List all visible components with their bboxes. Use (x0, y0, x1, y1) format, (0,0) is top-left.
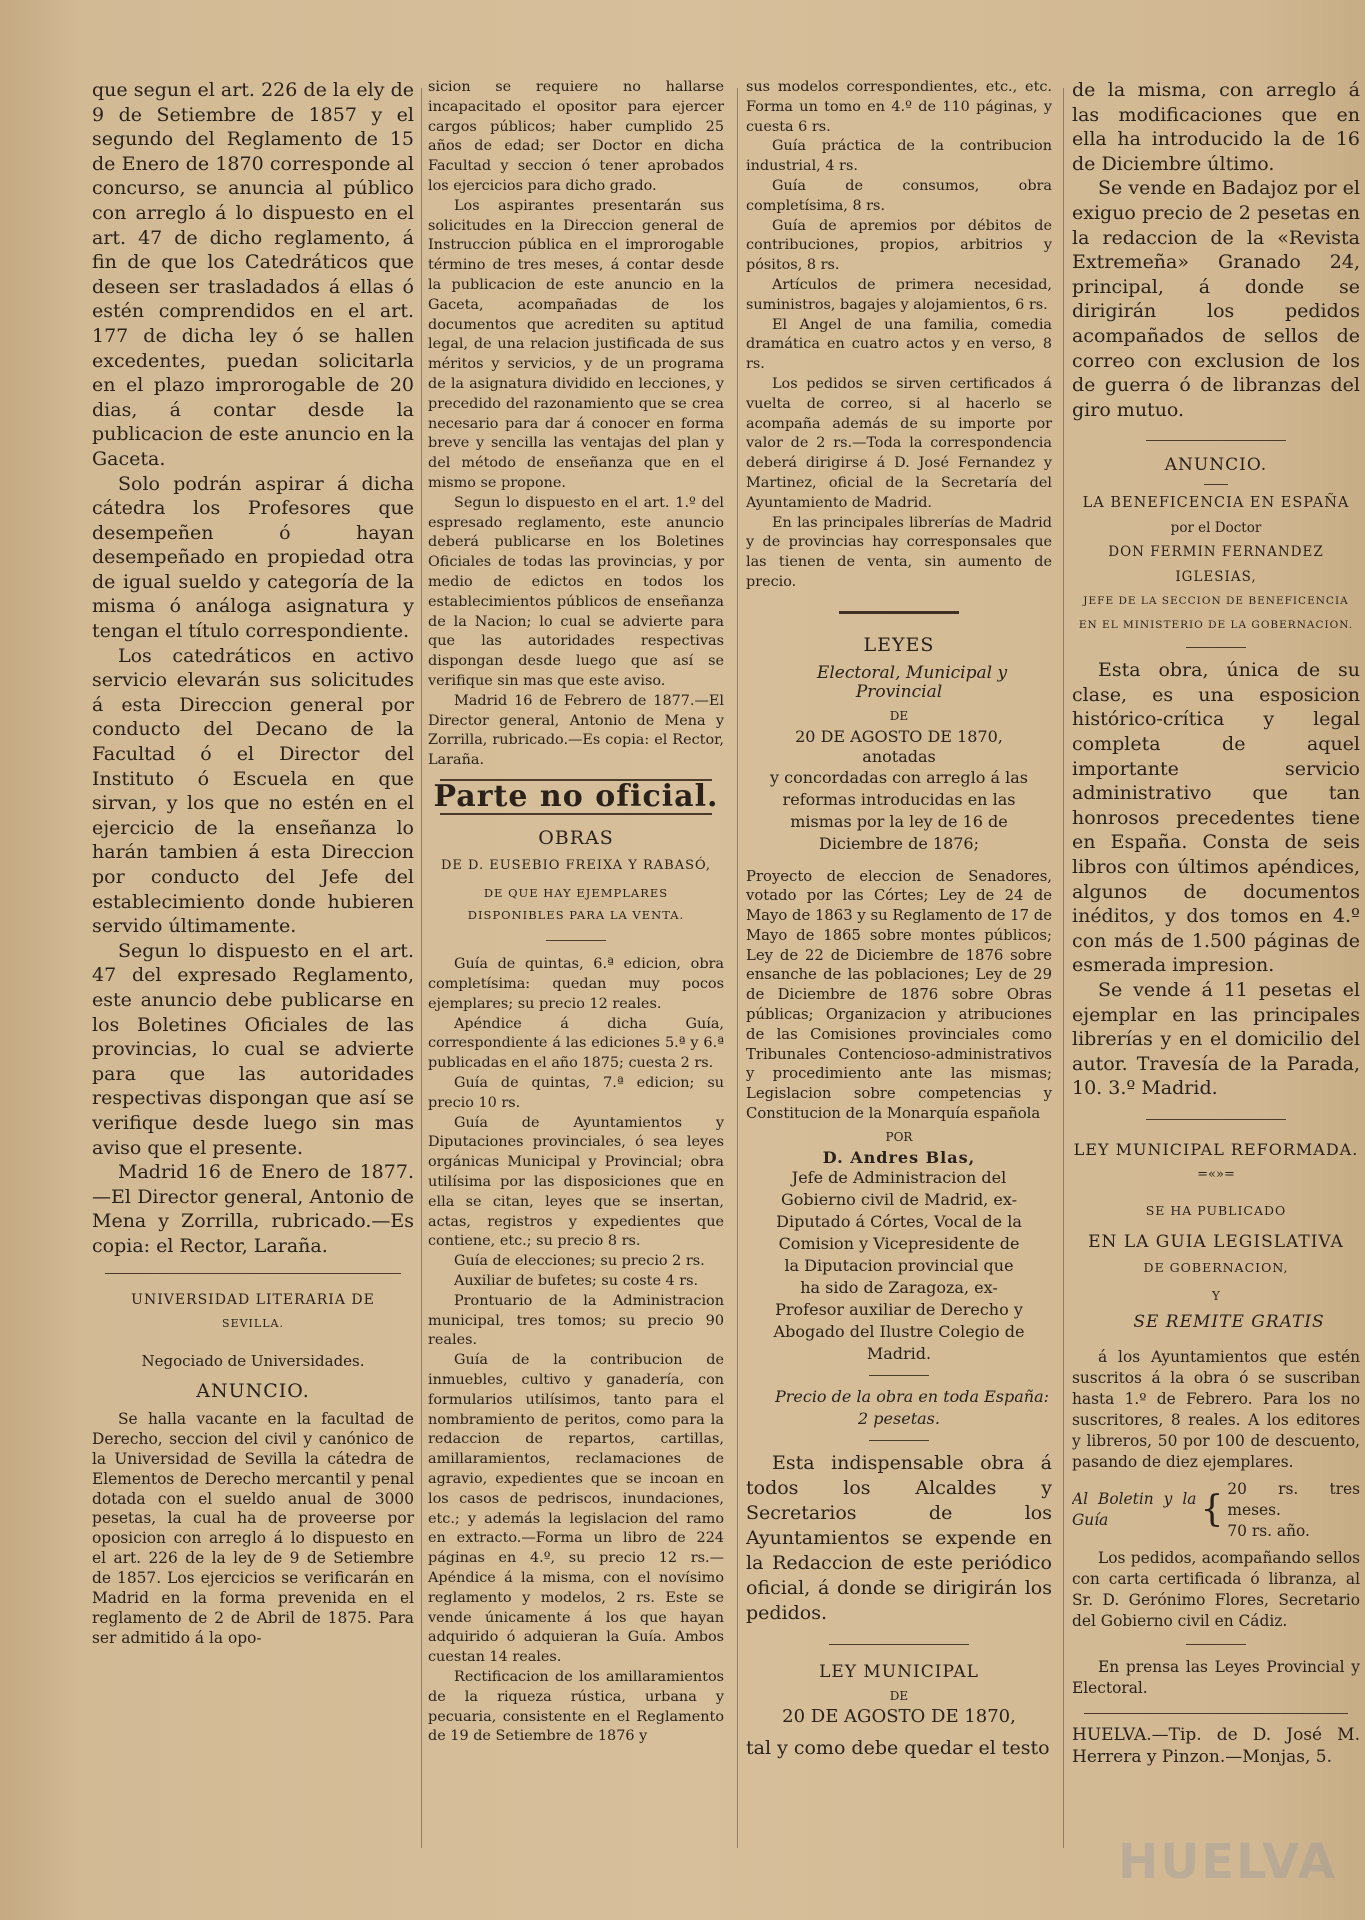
column-2 (428, 78, 724, 1878)
column-3 (746, 78, 1052, 1878)
list-item: sus modelos correspondientes, etc., etc. Forma un tomo en 4.º de 110 páginas, y cuesta 6 rs. (746, 79, 1052, 135)
list-item: Auxiliar de bufetes; su coste 4 rs. (454, 1273, 699, 1290)
paragraph: Proyecto de eleccion de Senadores, votado por las Córtes; Ley de 24 de Mayo de 1863 y su Reglamento de 17 de Mayo de 1865 sobre montes públicos; Ley de 22 de Diciembre de 1876 sobre ensanche de las poblaciones; Ley de 29 de Diciembre de 1876 sobre Obras públicas; Organizacion y atribuciones de las Comisiones provinciales como Tribunales Contencioso-administrativos y procedimiento ante las mismas; Legislacion sobre competencias y Constitucion de la Monarquía española (746, 867, 1052, 1123)
label: SE HA PUBLICADO (1145, 1203, 1287, 1219)
list-item: Guía de quintas, 7.ª edicion; su precio 10 rs. (428, 1075, 724, 1111)
spacer (1072, 1335, 1360, 1347)
spacer (746, 855, 1052, 867)
list-item: Los pedidos se sirven certificados á vuelta de correo, si al hacerlo se acompaña además de su importe por valor de 2 rs.—Toda la correspondencia deberá dirigirse á D. José Fernandez y Martinez, oficial de la Secretaría del Ayuntamiento de Madrid. (746, 375, 1052, 511)
section-banner: Parte no oficial. (433, 778, 719, 814)
library-stamp: HUELVA (1118, 1834, 1337, 1890)
ornament: =«»= (1197, 1166, 1235, 1182)
section-title: OBRAS (538, 826, 614, 849)
divider (869, 1440, 929, 1441)
divider (869, 1375, 929, 1376)
list-item: Guía de elecciones; su precio 2 rs. (454, 1253, 705, 1270)
paragraph: Esta indispensable obra á todos los Alcaldes y Secretarios de los Ayuntamientos se expende en la Redaccion de este periódico oficial, á donde se dirigirán los pedidos. (746, 1452, 1052, 1625)
subscription-values (1227, 1479, 1360, 1542)
column-rule (1063, 88, 1064, 1848)
paragraph: de la misma, con arreglo á las modificaciones que en ella ha introducido la de 16 de Diciembre último. (1072, 79, 1360, 175)
spacer (1072, 1187, 1360, 1199)
column-4 (1072, 78, 1360, 1878)
paragraph: á los Ayuntamientos que estén suscritos á la obra ó se suscriban hasta 1.º de Febrero. Para los no suscritores, 8 reales. A los editores y libreros, 50 por 100 de descuento, pasando de diez ejemplares. (1072, 1347, 1360, 1471)
subscription-label: Al Boletin y la Guía (1072, 1490, 1197, 1530)
list-item: Guía de la contribucion de inmuebles, cultivo y ganadería, con formularios utilísimos, tanto para el nombramiento de peritos, como para la redaccion de repartos, cartillas, amillaramientos, reclamaciones de agravio, expedientes que se incoan en los casos de pedriscos, inundaciones, etc.; y además la legislacion del ramo en extracto.—Forma un libro de 224 páginas en 4.º, su precio 12 rs.—Apéndice á la misma, con el novísimo reglamento y modelos, 2 rs. Este se vende únicamente á los que hayan adquirido ó adquieran la Guía. Ambos cuestan 14 reales. (428, 1352, 724, 1666)
list-item: Apéndice á dicha Guía, correspondiente á las ediciones 5.ª y 6.ª publicadas en el año 1875; cuesta 2 rs. (428, 1015, 724, 1072)
column-rule (421, 88, 422, 1848)
section-title: SE REMITE GRATIS (1133, 1312, 1325, 1333)
label: POR (885, 1129, 913, 1144)
date-line: 20 DE AGOSTO DE 1870, (782, 1706, 1016, 1728)
label: DE (889, 709, 909, 724)
section-title: UNIVERSIDAD LITERARIA DE (131, 1291, 375, 1308)
paragraph: Se halla vacante en la facultad de Derecho, seccion del civil y canónico de la Universidad de Sevilla la cátedra de Elementos de Derecho mercantil y penal dotada con el sueldo anual de 3000 pesetas, la cual ha de proveerse por oposicion con arreglo á lo dispuesto en el art. 226 de la ley de 9 de Setiembre de 1857. Los ejercicios se verificarán en Madrid en la forma prevenida en el reglamento de 2 de Abril de 1875. Para ser admitido á la opo- (92, 1409, 414, 1647)
department-label: Negociado de Universidades. (141, 1351, 365, 1370)
section-subtitle: DE GOBERNACION, (1143, 1260, 1289, 1276)
section-title: LEY MUNICIPAL REFORMADA. (1073, 1139, 1359, 1159)
book-list (746, 78, 1052, 593)
subtitle: DE QUE HAY EJEMPLARES DISPONIBLES PARA LA VENTA. (467, 886, 685, 923)
list-item: El Angel de una familia, comedia dramática en cuatro actos y en verso, 8 rs. (746, 316, 1052, 373)
printer-imprint: HUELVA.—Tip. de D. José M. Herrera y Pinzon.—Monjas, 5. (1072, 1724, 1360, 1767)
list-item: Artículos de primera necesidad, suministros, bagajes y alojamientos, 6 rs. (746, 276, 1052, 313)
paragraph: Los catedráticos en activo servicio elevarán sus solicitudes á esta Direccion general por conducto del Decano de la Facultad ó el Director del Instituto ó Escuela en que sirvan, y los que no estén en el ejercicio de la enseñanza lo harán tambien á esta Direccion por conducto del Jefe del establecimiento donde hubieren servido últimamente. (92, 644, 414, 938)
label: DE (889, 1689, 909, 1704)
divider (1204, 484, 1228, 485)
spacer (92, 1337, 414, 1349)
paragraph: Esta obra, única de su clase, es una esposicion histórico-crítica y legal completa de aquel importante servicio administrativo que tan honrosos precedentes tiene en España. Consta de seis libros con últimos apéndices, algunos de documentos inéditos, y dos tomos en 4.º con más de 1.500 páginas de esmerada impresion. (1072, 659, 1360, 977)
price-line: Precio de la obra en toda España: 2 pesetas. (774, 1387, 1050, 1429)
author-description: Jefe de Administracion del Gobierno civil de Madrid, ex-Diputado á Córtes, Vocal de la Comision y Vicepresidente de la Diputacion provincial que ha sido de Zaragoza, ex-Profesor auxiliar de Derecho y Abogado del Ilustre Colegio de Madrid. (773, 1168, 1025, 1364)
notice-title: ANUNCIO. (196, 1380, 310, 1403)
paragraph: En prensa las Leyes Provincial y Electoral. (1072, 1657, 1360, 1697)
divider (1146, 440, 1286, 441)
paragraph: Los pedidos, acompañando sellos con carta certificada ó libranza, al Sr. D. Gerónimo Flores, Secretario del Gobierno civil en Cádiz. (1072, 1548, 1360, 1630)
list-item: Prontuario de la Administracion municipal, tres tomos; su precio 90 reales. (428, 1292, 724, 1349)
label: Y (1212, 1289, 1220, 1304)
list-item: Guía práctica de la contribucion industrial, 4 rs. (746, 138, 1052, 175)
book-list (428, 955, 724, 1747)
signature: Madrid 16 de Enero de 1877.—El Director general, Antonio de Mena y Zorrilla, rubricado.—Es copia: el Rector, Laraña. (92, 1161, 414, 1257)
column-1 (92, 78, 414, 1878)
date-line: 20 DE AGOSTO DE 1870, (795, 726, 1003, 746)
book-title: LA BENEFICENCIA EN ESPAÑA (1082, 494, 1350, 511)
paragraph: Segun lo dispuesto en el art. 47 del expresado Reglamento, este anuncio debe publicarse en los Boletines Oficiales de las provincias, lo cual se advierte para que las autoridades respectivas dispongan que así se verifique desde luego sin mas aviso que el presente. (92, 939, 414, 1159)
paragraph: Segun lo dispuesto en el art. 1.º del espresado reglamento, este anuncio deberá publicarse en los Boletines Oficiales de todas las provincias, y por medio de edictos en todos los establecimientos públicos de enseñanza de la Nacion; lo cual se advierte para que las autoridades respectivas dispongan desde luego que así se verifique sin mas que este aviso. (428, 494, 724, 689)
paragraph: sicion se requiere no hallarse incapacitado el opositor para ejercer cargos públicos; haber cumplido 25 años de edad; ser Doctor en dicha Facultad y seccion ó tener aprobados los ejercicios para dicho grado. (428, 79, 724, 194)
author-name: D. Andres Blas, (822, 1147, 976, 1167)
section-subtitle: Electoral, Municipal y Provincial (816, 662, 1008, 703)
section-title: EN LA GUIA LEGISLATIVA (1088, 1231, 1344, 1252)
author-position: JEFE DE LA SECCION DE BENEFICENCIA EN EL MINISTERIO DE LA GOBERNACION. (1078, 595, 1354, 632)
author-line: DE D. EUSEBIO FREIXA Y RABASÓ, (440, 858, 712, 874)
section-title: LEYES (863, 633, 935, 656)
notice-title: ANUNCIO. (1164, 455, 1268, 476)
divider (1186, 1644, 1246, 1645)
author-name: DON FERMIN FERNANDEZ IGLESIAS, (1108, 544, 1324, 585)
paragraph: tal y como debe quedar el testo (746, 1736, 1050, 1759)
subscription-prices (1072, 1479, 1360, 1542)
divider (839, 611, 959, 614)
paragraph: que segun el art. 226 de la ely de 9 de Setiembre de 1857 y el segundo del Reglamento de 15 de Enero de 1870 corresponde al concurso, se anuncia al público con arreglo á lo dispuesto en el art. 47 de dicho reglamento, á fin de que los Catedráticos que deseen ser trasladados á ellas ó estén comprendidos en el art. 177 de dicha ley ó se hallen excedentes, puedan solicitarla en el plazo improrogable de 20 dias, á contar desde la publicacion de este anuncio en la Gaceta. (92, 79, 414, 470)
paragraph: Los aspirantes presentarán sus solicitudes en la Direccion general de Instruccion pública en el improrogable término de tres meses, á contar desde la publicacion de este anuncio en la Gaceta, acompañadas de los documentos que acrediten su aptitud legal, de una relacion justificada de sus méritos y servicios, y de un programa de la asignatura dividido en lecciones, y precedido del razonamiento que se crea necesario para dar á conocer en forma breve y sencilla las ventajas del plan y del método de enseñanza que en el mismo se propone. (428, 197, 724, 491)
divider (1146, 1119, 1286, 1120)
section-title: LEY MUNICIPAL (819, 1662, 979, 1683)
paragraph: Se vende á 11 pesetas el ejemplar en las principales librerías y en el domicilio del autor. Travesía de la Parada, 10. 3.º Madrid. (1072, 979, 1360, 1100)
price-year: 70 rs. año. (1227, 1521, 1310, 1540)
list-item: Guía de consumos, obra completísima, 8 rs. (746, 177, 1052, 214)
signature: Madrid 16 de Febrero de 1877.—El Director general, Antonio de Mena y Zorrilla, rubricado.—Es copia: el Rector, Laraña. (428, 692, 724, 769)
brace: { (1200, 1489, 1224, 1531)
divider (1186, 647, 1246, 648)
divider (1084, 1713, 1349, 1714)
price-quarter: 20 rs. tres meses. (1227, 1479, 1360, 1519)
paragraph: Solo podrán aspirar á dicha cátedra los Profesores que desempeñen ó hayan desempeñado en propiedad otra de igual sueldo y categoría de la misma ó análoga asignatura y tengan el título correspondiente. (92, 472, 414, 643)
paragraph: y concordadas con arreglo á las reformas introducidas en las mismas por la ley de 16 de Diciembre de 1876; (770, 767, 1028, 853)
list-item: Guía de apremios por débitos de contribuciones, propios, arbitrios y pósitos, 8 rs. (746, 217, 1052, 274)
list-item: Guía de quintas, 6.ª edicion, obra completísima: quedan muy pocos ejemplares; su precio 12 reales. (428, 956, 724, 1012)
label: por el Doctor (1170, 519, 1262, 536)
label: anotadas (862, 746, 936, 766)
list-item: En las principales librerías de Madrid y de provincias hay corresponsales que las tienen de venta, sin aumento de precio. (746, 514, 1052, 590)
divider (105, 1273, 401, 1274)
paragraph: Se vende en Badajoz por el exiguo precio de 2 pesetas en la redaccion de la «Revista Extremeña» Granado 24, principal, á donde se dirigirán los pedidos acompañados de sellos de correo con exclusion de los de guerra ó de libranzas del giro mutuo. (1072, 177, 1360, 421)
divider (546, 940, 606, 941)
list-item: Guía de Ayuntamientos y Diputaciones provinciales, ó sea leyes orgánicas Municipal y Provincial; obra utilísima por las disposiciones que en ella se citan, leyes que se insertan, actas, registros y expedientes que contiene, etc.; su precio 8 rs. (428, 1114, 724, 1250)
column-rule (737, 88, 738, 1848)
section-subtitle: SEVILLA. (222, 1317, 284, 1331)
list-item: Rectificacion de los amillaramientos de la riqueza rústica, urbana y pecuaria, consistente en el Reglamento de 19 de Setiembre de 1876 y (428, 1668, 724, 1745)
divider (829, 1644, 969, 1645)
